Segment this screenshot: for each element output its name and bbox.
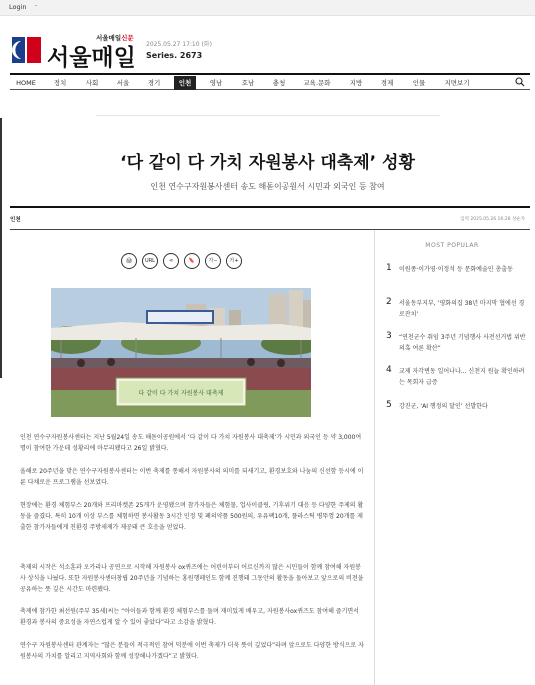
article-paragraph-5: 축제에 참가한 최선원(주부 35세)씨는 “아이들과 함께 환경 체험부스를 돌며 재미있게 배우고, 자원봉사ox퀴즈도 참여해 즐기면서 환경과 봉사의 중요성을 자연스럽게 알 수 있어 좋았다”라고 소감을 밝혔다. xyxy=(20,608,359,626)
print-button[interactable]: 🖨 xyxy=(121,253,137,269)
login-caret-icon[interactable]: - xyxy=(35,2,38,9)
url-button[interactable]: URL xyxy=(142,253,158,269)
nav-item-chungcheong[interactable]: 충청 xyxy=(272,79,286,87)
nav-item-home[interactable]: HOME xyxy=(16,79,36,87)
article-paragraph-4: 축제의 시작은 석소훈과 오카리나 공연으로 시작해 자원봉사 ox퀴즈에는 어린이부터 어르신까지 많은 시민들이 함께 참여해 자원봉사 상식을 나눴다. 또한 자원봉사센터창립 20주년을 기념하는 홍원행페인도 함께 진행돼 그동안의 활동을 돌아보고 앞으로의 비전을 공유하는 뜻 깊은 시간도 마련됐다. xyxy=(20,564,364,593)
most-popular-item-5[interactable]: 강진군, ‘AI 행정의 달인’ 선발한다 xyxy=(399,403,488,410)
login-link[interactable]: Login xyxy=(9,3,27,11)
most-popular-rank: 2 xyxy=(386,297,392,307)
logo-sub-text: 서울매일 xyxy=(96,34,122,42)
font-increase-button[interactable]: 가+ xyxy=(226,253,242,269)
most-popular-rank: 3 xyxy=(386,331,392,341)
most-popular-rank: 4 xyxy=(386,365,392,375)
nav-item-honam[interactable]: 호남 xyxy=(241,79,255,87)
article-paragraph-6: 연수구 자원봉사센터 관계자는 “많은 분들이 적극적인 참여 덕분에 이번 축제가 더욱 뜻이 깊었다”라며 앞으로도 다양한 방식으로 자원봉사의 가치를 알리고 지역사회와 함께 성장해나가겠다”고 밝혔다. xyxy=(20,642,364,660)
most-popular-rank: 5 xyxy=(386,400,392,410)
article-paragraph-3: 현장에는 환경 체험부스 20개와 프리마켓존 25개가 운영됐으며 참가자들은 체험물, 업사이클링, 기후위기 대응 등 다양한 주제의 활동을 즐겼다. 특히 10개 이상 부스를 체험하면 봉사활동 3시간 인정 및 폐의약품 500원의, 우유팩10개, 플라스틱 병뚜껑 20개를 제출한 참가자들에게 친환경 주방세제가 제공돼 큰 호응을 얻었다. xyxy=(20,502,364,531)
main-nav xyxy=(10,73,530,90)
most-popular-title: MOST POPULAR xyxy=(425,242,479,249)
article-paragraph-2: 올해로 20주년을 맞은 연수구자원봉사센터는 이번 축제를 통해서 자원봉사의 의미를 되새기고, 환경보호와 나눔의 신선함 등시에 이룬 다채로운 프로그램을 선보였다. xyxy=(20,468,364,486)
column-divider xyxy=(374,230,375,685)
article-section[interactable]: 인천 xyxy=(10,217,21,223)
series-number: Series. 2673 xyxy=(146,51,203,60)
most-popular-item-3[interactable]: “연천군수 취임 3주년 기념행사 사전선거법 위반 의혹 여론 확산” xyxy=(399,334,526,352)
top-bar xyxy=(0,0,535,16)
nav-item-education[interactable]: 교육.문화 xyxy=(303,79,331,87)
nav-item-politics[interactable]: 정치 xyxy=(53,79,67,87)
meta-divider xyxy=(10,229,530,230)
nav-item-society[interactable]: 사회 xyxy=(85,79,99,87)
divider xyxy=(96,115,440,116)
nav-item-economy[interactable]: 경제 xyxy=(380,79,394,87)
most-popular-rank: 1 xyxy=(386,263,392,273)
share-button[interactable]: ⋖ xyxy=(163,253,179,269)
search-icon[interactable] xyxy=(515,77,525,87)
nav-item-people[interactable]: 인물 xyxy=(412,79,426,87)
article-photo xyxy=(51,288,311,417)
section-bar xyxy=(10,206,530,208)
nav-item-incheon[interactable]: 인천 xyxy=(174,76,196,90)
banner-text: 다 같이 다 가치 자원봉사 대축제 xyxy=(138,390,224,397)
nav-item-paper-view[interactable]: 지면보기 xyxy=(444,79,470,87)
article-headline: ‘다 같이 다 가치 자원봉사 대축제’ 성황 xyxy=(120,153,415,173)
font-decrease-button[interactable]: 가− xyxy=(205,253,221,269)
nav-item-seoul[interactable]: 서울 xyxy=(116,79,130,87)
most-popular-item-1[interactable]: 이원종·이가영·이정석 등 문화예술인 총출동 xyxy=(399,266,513,273)
most-popular-item-4[interactable]: 교제 자각변동 일어나나... 신천지 원늘 확인하려는 목회자 급증 xyxy=(399,368,525,386)
logo-sub-red-text: 신문 xyxy=(121,34,134,42)
bookmark-button[interactable]: 🔖 xyxy=(184,253,200,269)
logo-icon[interactable] xyxy=(10,35,43,65)
header-date: 2025.05.27 17:10 (화) xyxy=(146,41,212,48)
nav-item-gyeonggi[interactable]: 경기 xyxy=(147,79,161,87)
logo-title[interactable]: 서울매일 xyxy=(47,45,136,71)
article-subhead: 인천 연수구자원봉사센터 송도 해돋이공원서 시민과 외국인 등 참여 xyxy=(150,182,385,191)
nav-item-local[interactable]: 지방 xyxy=(349,79,363,87)
article-paragraph-1: 인천 연수구자원봉사센터는 지난 5월24일 송도 해돋이공원에서 ‘다 같이 다 가치 자원봉사 대축제’가 시민과 외국인 등 약 3,000여명이 참여한 가운데 성황리에 마무리됐다고 26일 밝혔다. xyxy=(20,434,362,452)
nav-item-yeongnam[interactable]: 영남 xyxy=(209,79,223,87)
most-popular-item-2[interactable]: 서울동부지부, ‘평화의집 38년 마지막 협에선 경로잔치’ xyxy=(399,300,525,318)
article-meta: 입력 2025.05.26 16:28 성순자 xyxy=(460,217,525,222)
